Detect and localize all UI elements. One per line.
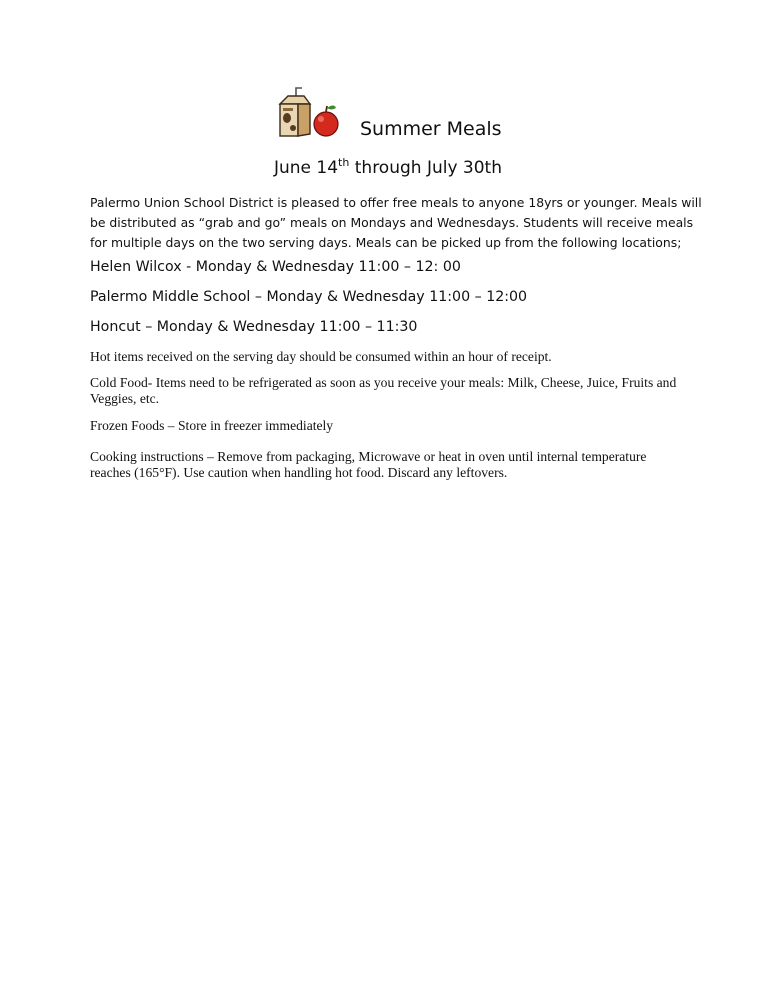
hot-items-note: Hot items received on the serving day should be consumed within an hour of receipt. bbox=[90, 349, 552, 364]
location-honcut: Honcut – Monday & Wednesday 11:00 – 11:30 bbox=[90, 319, 418, 335]
page-title: Summer Meals bbox=[360, 118, 502, 140]
cooking-instructions-note: Cooking instructions – Remove from packaging, Microwave or heat in oven until internal temperature reaches (165°F). Use caution when handling hot food. Discard any leftovers. bbox=[90, 449, 647, 480]
location-helen-wilcox: Helen Wilcox - Monday & Wednesday 11:00 – 12: 00 bbox=[90, 259, 461, 275]
frozen-foods-note: Frozen Foods – Store in freezer immediately bbox=[90, 418, 334, 433]
date-range bbox=[0, 158, 776, 178]
date-range-start: June 14 bbox=[273, 158, 339, 178]
intro-paragraph: Palermo Union School District is pleased to offer free meals to anyone 18yrs or younger. Meals will be distributed as “grab and go” meals on Mondays and Wednesdays. Students will receive meals for multiple days on the two serving days. Meals can be picked up from the following locations; bbox=[90, 195, 702, 250]
date-ordinal-suffix: th bbox=[338, 156, 350, 169]
cold-food-note: Cold Food- Items need to be refrigerated as soon as you receive your meals: Milk, Cheese, Juice, Fruits and Veggies, etc. bbox=[90, 375, 677, 406]
location-palermo-middle-school: Palermo Middle School – Monday & Wednesday 11:00 – 12:00 bbox=[90, 289, 528, 305]
milk-carton-apple-icon bbox=[274, 86, 346, 140]
date-range-end: through July 30th bbox=[349, 158, 502, 178]
